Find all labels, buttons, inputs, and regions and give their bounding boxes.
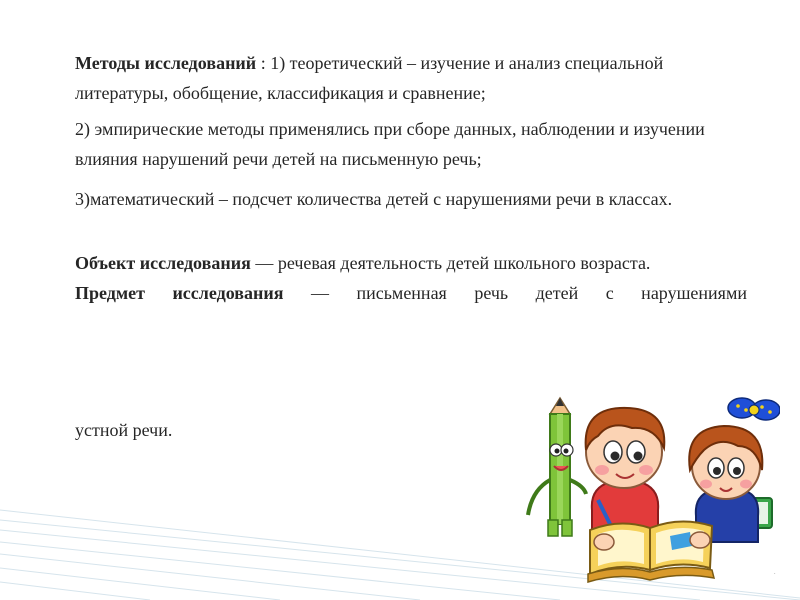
object-text: — речевая деятельность детей школьного возраста. bbox=[250, 253, 651, 273]
methods-theoretical-text: : 1) теоретический – изучение и анализ специальной литературы, обобщение, классификация и сравнение; bbox=[75, 53, 664, 103]
methods-paragraph-3: 3)математический – подсчет количества детей с нарушениями речи в классах. bbox=[75, 189, 673, 209]
object-label: Объект исследования bbox=[75, 253, 251, 273]
slide-body bbox=[75, 48, 747, 308]
children-reading-book-with-pencil-illustration-icon bbox=[520, 370, 780, 585]
subject-continuation: устной речи. bbox=[75, 420, 173, 440]
methods-label: Методы исследований bbox=[75, 53, 257, 73]
subject-label: Предмет исследования bbox=[75, 283, 284, 303]
subject-paragraph bbox=[75, 278, 747, 308]
methods-paragraph-2: 2) эмпирические методы применялись при сборе данных, наблюдении и изучении влияния нарушений речи детей на письменную речь; bbox=[75, 119, 705, 169]
subject-text: — письменная речь детей с нарушениями bbox=[283, 283, 747, 303]
object-paragraph bbox=[75, 248, 747, 278]
page-marker: · bbox=[773, 569, 776, 578]
methods-paragraph-1 bbox=[75, 48, 747, 108]
